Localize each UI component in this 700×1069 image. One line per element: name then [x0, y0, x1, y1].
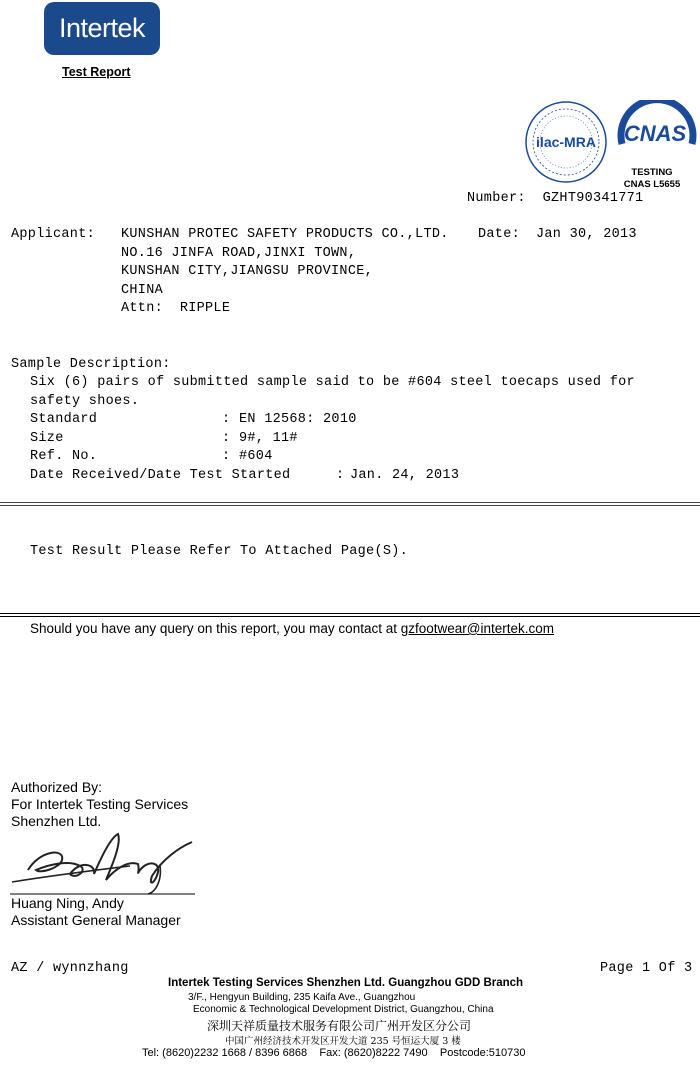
cnas-text: CNAS [623, 121, 687, 146]
field-size-sep: : [222, 431, 231, 446]
field-standard-label: Standard [30, 412, 98, 427]
field-date-received-sep: : [336, 468, 345, 483]
cnas-number-text: CNAS L5655 [623, 179, 681, 190]
footer-company: Intertek Testing Services Shenzhen Ltd. Guangzhou GDD Branch [168, 977, 524, 989]
number-label: Number: [467, 191, 526, 206]
applicant-label: Applicant: [11, 227, 96, 242]
intertek-logo: Intertek [44, 2, 160, 55]
test-result-text: Test Result Please Refer To Attached Page(S). [30, 544, 409, 559]
attn-line [121, 301, 230, 316]
ilac-mra-text: ilac-MRA [536, 134, 596, 150]
signatory-name: Huang Ning, Andy [11, 895, 124, 911]
footer-fax: Fax: (8620)8222 7490 [319, 1047, 428, 1059]
footer-address-line1: 3/F., Hengyun Building, 235 Kaifa Ave., Guangzhou [188, 992, 416, 1003]
field-size-label: Size [30, 431, 64, 446]
attn-value: RIPPLE [179, 301, 231, 316]
applicant-name: KUNSHAN PROTEC SAFETY PRODUCTS CO.,LTD. [121, 227, 449, 242]
footer-page: Page 1 Of 3 [600, 961, 693, 976]
cnas-testing-text: TESTING [631, 167, 673, 178]
attn-label: Attn: [121, 301, 164, 316]
contact-line [30, 621, 554, 636]
applicant-address-line2: KUNSHAN CITY,JIANGSU PROVINCE, [121, 264, 374, 279]
accreditation-marks [522, 100, 698, 192]
date-label: Date: [478, 227, 521, 242]
footer-chinese-name: 深圳天祥质量技术服务有限公司广州开发区分公司 [207, 1019, 472, 1033]
contact-email-link[interactable]: gzfootwear@intertek.com [400, 621, 554, 636]
contact-text: Should you have any query on this report, you may contact at [30, 621, 401, 636]
sample-heading: Sample Description: [11, 357, 171, 372]
field-standard-value: EN 12568: 2010 [239, 412, 357, 427]
footer-tel: Tel: (8620)2232 1668 / 8396 6868 [142, 1047, 308, 1059]
divider [0, 502, 700, 503]
company-line2: Shenzhen Ltd. [11, 813, 102, 829]
report-number [467, 191, 643, 206]
field-ref-sep: : [222, 449, 231, 464]
number-value: GZHT90341771 [542, 191, 644, 206]
divider [0, 613, 700, 614]
footer-address-line2: Economic & Technological Development District, Guangzhou, China [193, 1004, 494, 1015]
field-ref-label: Ref. No. [30, 449, 98, 464]
report-title: Test Report [62, 65, 131, 79]
cnas-logo [621, 100, 693, 190]
authorized-by-label: Authorized By: [11, 779, 103, 795]
sample-description-line1: Six (6) pairs of submitted sample said to be #604 steel toecaps used for [30, 375, 635, 390]
sample-description-line2: safety shoes. [30, 394, 140, 409]
field-standard-sep: : [222, 412, 231, 427]
field-date-received-label: Date Received/Date Test Started [30, 468, 291, 483]
ilac-mra-logo [526, 102, 606, 182]
applicant-address-line3: CHINA [121, 283, 164, 298]
applicant-address-line1: NO.16 JINFA ROAD,JINXI TOWN, [121, 246, 357, 261]
footer-contact [142, 1047, 526, 1059]
date-value: Jan 30, 2013 [536, 227, 637, 242]
signatory-title: Assistant General Manager [11, 912, 181, 928]
signature-image [10, 830, 200, 896]
field-size-value: 9#, 11# [239, 431, 298, 446]
company-line1: For Intertek Testing Services [11, 796, 189, 812]
field-ref-value: #604 [239, 449, 273, 464]
divider [0, 616, 700, 617]
footer-initials: AZ / wynnzhang [11, 961, 129, 976]
field-date-received-value: Jan. 24, 2013 [350, 468, 460, 483]
divider [0, 505, 700, 506]
footer-postcode: Postcode:510730 [439, 1047, 526, 1059]
footer-chinese-address: 中国广州经济技术开发区开发大道 235 号恒运大厦 3 楼 [225, 1036, 461, 1047]
